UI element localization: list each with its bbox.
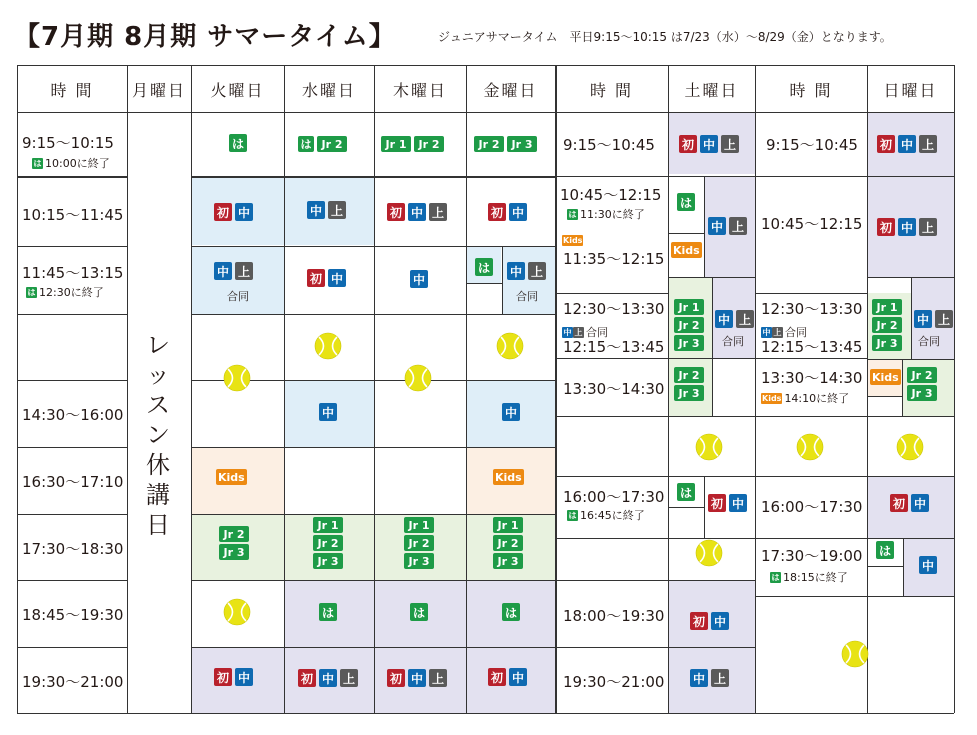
beginner-badge: 初 <box>708 494 726 512</box>
header-sat: 土曜日 <box>684 80 739 100</box>
badge-group <box>708 217 747 235</box>
badge-stack <box>404 517 434 569</box>
grid-line-h <box>668 176 755 177</box>
grid-line-h <box>668 233 704 234</box>
time-label: 17:30〜19:00 <box>761 547 863 565</box>
grid-line-v <box>704 476 705 538</box>
grid-line-h <box>17 246 127 247</box>
badge-group <box>216 469 247 485</box>
time-label: 9:15〜10:45 <box>766 136 858 154</box>
time-note-text: 14:10に終了 <box>784 392 850 405</box>
grid-line-h <box>668 476 755 477</box>
godo-label: 合同 <box>722 335 744 348</box>
badge-group <box>214 668 253 686</box>
badge-group <box>307 269 346 287</box>
intermediate-badge: 中 <box>919 556 937 574</box>
grid-line-v <box>902 359 903 416</box>
tennis-ball-icon <box>223 364 251 392</box>
intermediate-badge: 中 <box>408 203 426 221</box>
grid-line-h <box>17 647 127 648</box>
intermediate-badge: 中 <box>715 310 733 328</box>
godo-label: 合同 <box>227 290 249 303</box>
grid-line-h <box>191 176 555 177</box>
advanced-badge: 上 <box>711 669 729 687</box>
grid-line-h <box>17 514 127 515</box>
column-line-double <box>556 65 557 713</box>
tennis-ball-icon <box>314 332 342 360</box>
grid-line-h <box>191 514 555 515</box>
badge-group <box>298 669 358 687</box>
beginner-badge: 初 <box>488 668 506 686</box>
header-time3: 時 間 <box>789 80 833 100</box>
intermediate-badge: 中 <box>235 203 253 221</box>
junior2-badge: Jr 2 <box>414 136 444 152</box>
time-note <box>770 569 848 585</box>
kids-badge: Kids <box>218 470 245 484</box>
kids-note <box>562 235 583 246</box>
time-note-text: 12:30に終了 <box>39 286 104 299</box>
badge-group <box>307 201 346 219</box>
time-label: 13:30〜14:30 <box>563 380 665 398</box>
grid-line-h <box>191 177 555 178</box>
advanced-badge: 上 <box>328 201 346 219</box>
intermediate-badge: 中 <box>898 218 916 236</box>
grid-line-h <box>17 447 127 448</box>
badge-group <box>677 483 695 501</box>
badge-group <box>877 135 937 153</box>
junior2-badge: Jr 2 <box>872 317 902 333</box>
intermediate-badge: 中 <box>307 201 325 219</box>
time-label: 11:45〜13:15 <box>22 264 124 282</box>
header-time2: 時 間 <box>589 80 634 100</box>
grid-line-h <box>668 507 704 508</box>
junior3-badge: Jr 3 <box>313 553 343 569</box>
time-label: 18:00〜19:30 <box>563 607 665 625</box>
badge-group <box>671 242 702 258</box>
junior2-badge: Jr 2 <box>674 317 704 333</box>
grid-line-h <box>867 538 954 539</box>
intermediate-badge: 中 <box>708 217 726 235</box>
intermediate-badge: 中 <box>319 403 337 421</box>
grid-line-h <box>555 647 668 648</box>
header-tue: 火曜日 <box>210 80 265 100</box>
tennis-ball-icon <box>496 332 524 360</box>
grid-line-h <box>755 538 867 539</box>
badge-group <box>488 203 527 221</box>
junior3-badge: Jr 3 <box>674 385 704 401</box>
badge-group <box>502 603 520 621</box>
ha-badge: は <box>410 603 428 621</box>
intermediate-badge: 中 <box>214 262 232 280</box>
header-sun: 日曜日 <box>883 80 938 100</box>
badge-group <box>677 193 695 211</box>
time-label: 10:45〜12:15 <box>560 186 662 204</box>
beginner-badge: 初 <box>387 669 405 687</box>
grid-line-h <box>17 580 127 581</box>
intermediate-badge: 中 <box>509 668 527 686</box>
junior1-badge: Jr 1 <box>674 299 704 315</box>
grid-line-h <box>755 176 867 177</box>
grid-line-h <box>668 647 755 648</box>
badge-group <box>914 310 953 328</box>
ha-badge: は <box>677 193 695 211</box>
intermediate-badge: 中 <box>563 327 572 337</box>
badge-group <box>475 258 493 276</box>
intermediate-badge: 中 <box>729 494 747 512</box>
ha-badge: は <box>771 572 780 582</box>
monday-closed-char: ス <box>146 391 170 419</box>
advanced-badge: 上 <box>919 218 937 236</box>
table-bottom-border <box>17 713 954 714</box>
tennis-ball-icon <box>896 433 924 461</box>
intermediate-badge: 中 <box>914 310 932 328</box>
grid-line-v <box>903 538 904 596</box>
time-note <box>26 284 104 300</box>
header-bottom-border <box>17 112 954 113</box>
time-note-text: 10:00に終了 <box>45 157 110 170</box>
ha-badge: は <box>27 287 36 297</box>
badge-group <box>387 669 447 687</box>
time-label: 16:30〜17:10 <box>22 473 124 491</box>
time-note-text: 合同 <box>586 326 608 339</box>
time-note <box>567 206 645 222</box>
header-thu: 木曜日 <box>392 80 447 100</box>
badge-group <box>214 262 253 280</box>
grid-line-h <box>555 416 668 417</box>
badge-group <box>502 403 520 421</box>
beginner-badge: 初 <box>890 494 908 512</box>
beginner-badge: 初 <box>298 669 316 687</box>
junior3-badge: Jr 3 <box>219 544 249 560</box>
intermediate-badge: 中 <box>509 203 527 221</box>
time-label: 11:35〜12:15 <box>563 250 665 268</box>
monday-closed-char: レ <box>146 331 170 359</box>
tennis-ball-icon <box>796 433 824 461</box>
header-fri: 金曜日 <box>483 80 538 100</box>
grid-line-h <box>755 476 867 477</box>
intermediate-badge: 中 <box>410 270 428 288</box>
time-label: 10:15〜11:45 <box>22 206 124 224</box>
advanced-badge: 上 <box>528 262 546 280</box>
intermediate-badge: 中 <box>319 669 337 687</box>
intermediate-badge: 中 <box>235 668 253 686</box>
junior3-badge: Jr 3 <box>907 385 937 401</box>
ha-badge: は <box>677 483 695 501</box>
beginner-badge: 初 <box>307 269 325 287</box>
badge-group <box>690 612 729 630</box>
intermediate-badge: 中 <box>700 135 718 153</box>
badge-group <box>488 668 527 686</box>
badge-stack <box>313 517 343 569</box>
badge-group <box>890 494 929 512</box>
header-time: 時 間 <box>50 80 94 100</box>
junior1-badge: Jr 1 <box>493 517 523 533</box>
time-note-text: 11:30に終了 <box>580 208 645 221</box>
grid-line-h <box>867 396 902 397</box>
time-note-text: 18:15に終了 <box>783 571 848 584</box>
junior1-badge: Jr 1 <box>404 517 434 533</box>
badge-group <box>214 203 253 221</box>
grid-line-h <box>755 596 867 597</box>
ha-badge: は <box>298 136 314 152</box>
godo-label: 合同 <box>516 290 538 303</box>
column-line <box>127 65 128 713</box>
time-note-text: 16:45に終了 <box>580 509 645 522</box>
time-label: 12:15〜13:45 <box>761 338 863 356</box>
badge-group <box>410 603 428 621</box>
time-label: 12:15〜13:45 <box>563 338 665 356</box>
grid-line-h <box>466 283 502 284</box>
ha-badge: は <box>319 603 337 621</box>
grid-line-h <box>668 580 755 581</box>
ha-badge: は <box>568 209 577 219</box>
tennis-ball-icon <box>404 364 432 392</box>
column-line <box>867 65 868 713</box>
grid-line-v <box>502 246 503 314</box>
beginner-badge: 初 <box>877 218 895 236</box>
column-line <box>17 65 18 713</box>
ha-badge: は <box>502 603 520 621</box>
junior3-badge: Jr 3 <box>872 335 902 351</box>
advanced-badge: 上 <box>736 310 754 328</box>
grid-line-h <box>191 314 555 315</box>
badge-stack <box>872 299 902 351</box>
time-label: 19:30〜21:00 <box>22 673 124 691</box>
grid-line-h <box>555 538 668 539</box>
grid-line-h <box>191 447 555 448</box>
kids-badge: Kids <box>495 470 522 484</box>
junior2-badge: Jr 2 <box>907 367 937 383</box>
grid-line-h <box>867 359 954 360</box>
time-label: 14:30〜16:00 <box>22 406 124 424</box>
time-note <box>567 507 645 523</box>
grid-line-h <box>867 176 954 177</box>
column-line <box>284 65 285 713</box>
beginner-badge: 初 <box>488 203 506 221</box>
badge-group <box>708 494 747 512</box>
junior1-badge: Jr 1 <box>872 299 902 315</box>
junior3-badge: Jr 3 <box>404 553 434 569</box>
intermediate-badge: 中 <box>502 403 520 421</box>
junior3-badge: Jr 3 <box>493 553 523 569</box>
badge-group <box>876 541 894 559</box>
junior2-badge: Jr 2 <box>219 526 249 542</box>
kids-badge: Kids <box>563 236 583 245</box>
advanced-badge: 上 <box>721 135 739 153</box>
junior2-badge: Jr 2 <box>474 136 504 152</box>
grid-line-h <box>755 358 867 359</box>
grid-line-h <box>17 176 127 177</box>
time-label: 19:30〜21:00 <box>563 673 665 691</box>
intermediate-badge: 中 <box>911 494 929 512</box>
ha-badge: は <box>33 158 42 168</box>
time-label: 16:00〜17:30 <box>761 498 863 516</box>
badge-group <box>690 669 729 687</box>
badge-stack <box>674 299 704 351</box>
header-wed: 水曜日 <box>301 80 356 100</box>
beginner-badge: 初 <box>679 135 697 153</box>
junior2-badge: Jr 2 <box>674 367 704 383</box>
advanced-badge: 上 <box>574 327 583 337</box>
header-mon: 月曜日 <box>131 80 186 100</box>
advanced-badge: 上 <box>729 217 747 235</box>
time-note <box>32 155 110 171</box>
badge-stack <box>493 517 523 569</box>
ha-badge: は <box>568 510 577 520</box>
kids-badge: Kids <box>762 393 782 403</box>
monday-closed-char: 日 <box>146 511 170 539</box>
column-line <box>668 65 669 713</box>
grid-line-h <box>17 177 127 178</box>
beginner-badge: 初 <box>387 203 405 221</box>
grid-line-h <box>867 596 954 597</box>
time-label: 12:30〜13:30 <box>761 300 863 318</box>
beginner-badge: 初 <box>214 668 232 686</box>
badge-stack <box>674 367 704 401</box>
tennis-ball-icon <box>695 433 723 461</box>
badge-group <box>870 369 901 385</box>
grid-line-h <box>191 580 555 581</box>
junior2-badge: Jr 2 <box>404 535 434 551</box>
badge-group <box>410 270 428 288</box>
intermediate-badge: 中 <box>507 262 525 280</box>
intermediate-badge: 中 <box>898 135 916 153</box>
column-line <box>755 65 756 713</box>
badge-group <box>507 262 546 280</box>
kids-badge: Kids <box>673 243 700 257</box>
badge-stack <box>907 367 937 401</box>
grid-line-h <box>668 416 755 417</box>
badge-group <box>877 218 937 236</box>
badge-group <box>679 135 739 153</box>
monday-closed-char: 講 <box>146 481 170 509</box>
grid-line-h <box>755 293 867 294</box>
junior3-badge: Jr 3 <box>674 335 704 351</box>
advanced-badge: 上 <box>935 310 953 328</box>
time-label: 10:45〜12:15 <box>761 215 863 233</box>
time-label: 9:15〜10:15 <box>22 134 114 152</box>
monday-closed-char: ン <box>146 421 170 449</box>
tennis-ball-icon <box>223 598 251 626</box>
badge-group <box>715 310 754 328</box>
grid-line-h <box>867 476 954 477</box>
advanced-badge: 上 <box>919 135 937 153</box>
beginner-badge: 初 <box>690 612 708 630</box>
time-label: 18:45〜19:30 <box>22 606 124 624</box>
page-title: 【7月期 8月期 サマータイム】 <box>14 22 396 52</box>
grid-line-h <box>555 176 668 177</box>
column-line <box>466 65 467 713</box>
beginner-badge: 初 <box>214 203 232 221</box>
grid-line-h <box>555 293 668 294</box>
advanced-badge: 上 <box>429 203 447 221</box>
grid-line-h <box>191 246 555 247</box>
intermediate-badge: 中 <box>408 669 426 687</box>
time-label: 12:30〜13:30 <box>563 300 665 318</box>
godo-label: 合同 <box>918 335 940 348</box>
grid-line-v <box>712 277 713 416</box>
grid-line-h <box>555 580 668 581</box>
grid-line-v <box>911 277 912 359</box>
badge-group <box>493 469 524 485</box>
tennis-ball-icon <box>695 539 723 567</box>
junior2-badge: Jr 2 <box>317 136 347 152</box>
kids-badge: Kids <box>872 370 899 384</box>
grid-line-h <box>555 476 668 477</box>
intermediate-badge: 中 <box>711 612 729 630</box>
grid-line-h <box>555 358 668 359</box>
intermediate-badge: 中 <box>690 669 708 687</box>
monday-closed-text <box>143 330 173 540</box>
junior2-badge: Jr 2 <box>313 535 343 551</box>
ha-badge: は <box>876 541 894 559</box>
advanced-badge: 上 <box>340 669 358 687</box>
badge-group <box>298 136 347 152</box>
column-line <box>191 65 192 713</box>
badge-group <box>919 556 937 574</box>
ha-badge: は <box>229 134 247 152</box>
badge-stack <box>219 526 249 560</box>
time-label: 13:30〜14:30 <box>761 369 863 387</box>
monday-closed-char: ッ <box>146 361 170 389</box>
grid-line-h <box>17 380 127 381</box>
ha-badge: は <box>475 258 493 276</box>
advanced-badge: 上 <box>429 669 447 687</box>
intermediate-badge: 中 <box>328 269 346 287</box>
badge-group <box>387 203 447 221</box>
grid-line-h <box>755 416 867 417</box>
badge-group <box>319 403 337 421</box>
time-note-text: 合同 <box>785 326 807 339</box>
grid-line-h <box>17 314 127 315</box>
badge-group <box>381 136 444 152</box>
junior1-badge: Jr 1 <box>313 517 343 533</box>
beginner-badge: 初 <box>877 135 895 153</box>
badge-group <box>229 134 247 152</box>
intermediate-badge: 中 <box>762 327 771 337</box>
time-label: 9:15〜10:45 <box>563 136 655 154</box>
time-note <box>761 390 849 406</box>
junior1-badge: Jr 1 <box>381 136 411 152</box>
junior-summer-note: ジュニアサマータイム 平日9:15〜10:15 は7/23（水）〜8/29（金）となります。 <box>438 30 892 44</box>
grid-line-v <box>704 176 705 277</box>
grid-line-h <box>867 416 954 417</box>
time-label: 17:30〜18:30 <box>22 540 124 558</box>
column-line <box>374 65 375 713</box>
time-label: 16:00〜17:30 <box>563 488 665 506</box>
table-top-border <box>17 65 954 66</box>
grid-line-h <box>191 647 555 648</box>
junior3-badge: Jr 3 <box>507 136 537 152</box>
monday-closed-char: 休 <box>146 451 170 479</box>
column-line <box>954 65 955 713</box>
advanced-badge: 上 <box>235 262 253 280</box>
advanced-badge: 上 <box>773 327 782 337</box>
badge-group <box>319 603 337 621</box>
badge-group <box>474 136 537 152</box>
junior2-badge: Jr 2 <box>493 535 523 551</box>
tennis-ball-icon <box>841 640 869 668</box>
grid-line-h <box>867 566 903 567</box>
